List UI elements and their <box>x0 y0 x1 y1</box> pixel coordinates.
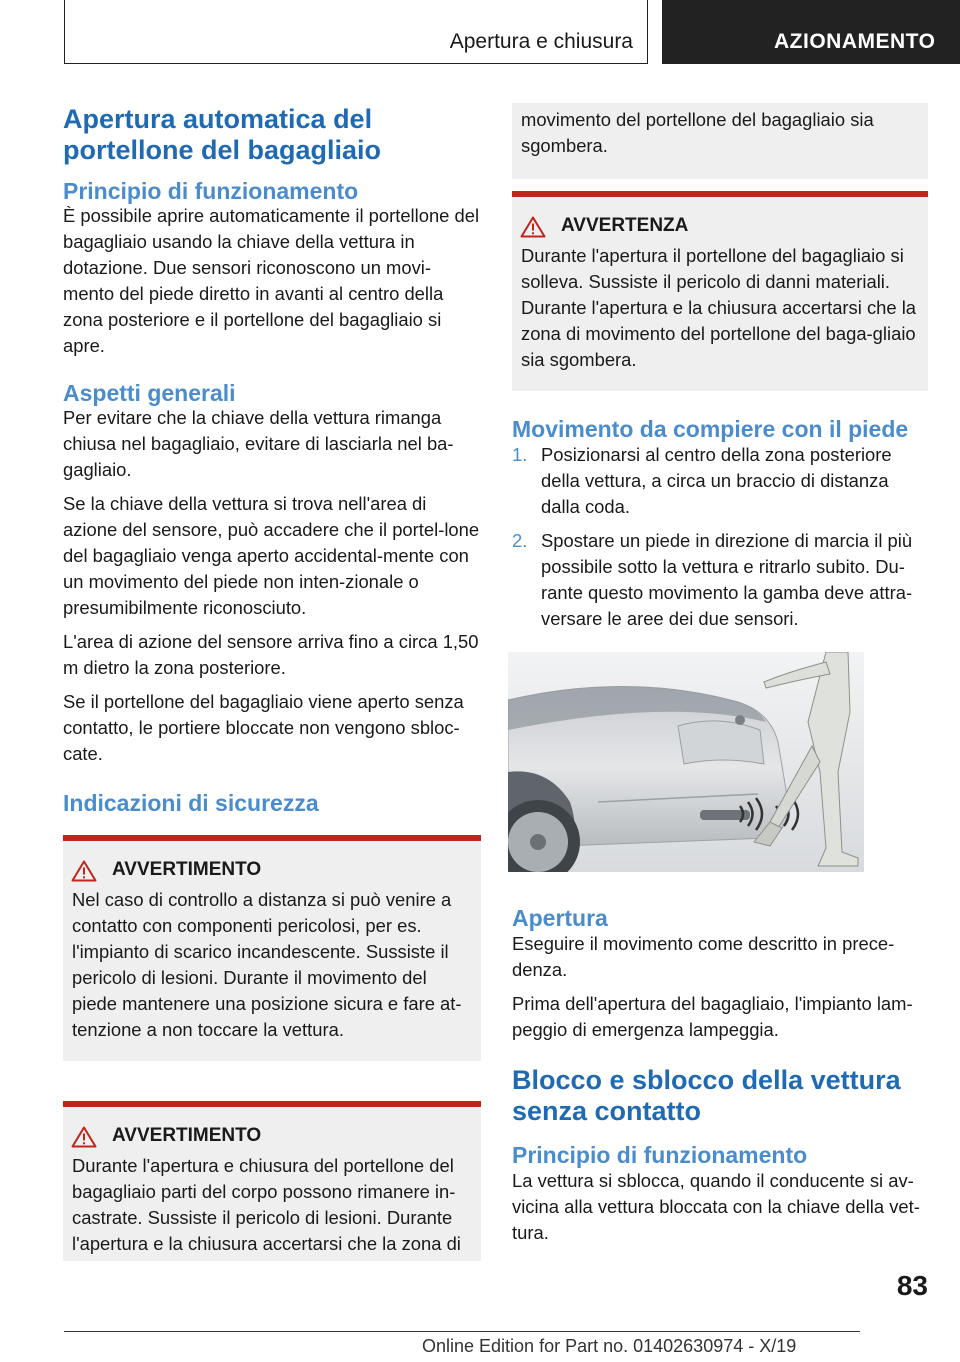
warning-2-title: AVVERTIMENTO <box>112 1125 262 1146</box>
general-paragraph-1: Per evitare che la chiave della vettura rimanga chiusa nel bagagliaio, evitare di lasciarla nel ba-gagliaio. <box>63 407 454 480</box>
warning-1-title: AVVERTIMENTO <box>112 859 262 880</box>
right-column <box>512 103 930 1246</box>
lock-principle-text: La vettura si sblocca, quando il conducente si av-vicina alla vettura bloccata con la chiave della vet-tura. <box>512 1170 920 1243</box>
warning-triangle-icon <box>520 216 546 238</box>
step-text: Posizionarsi al centro della zona posteriore della vettura, a circa un braccio di distanza dalla coda. <box>541 444 892 517</box>
foot-gesture-illustration <box>508 652 864 872</box>
footer-divider <box>64 1331 860 1332</box>
page-number: 83 <box>896 1270 928 1301</box>
general-paragraph-2: Se la chiave della vettura si trova nell'area di azione del sensore, può accadere che il portel-lone del bagagliaio venga aperto accidental-mente con un movimento del piede non inten-zionale o presumibilmente riconosciuto. <box>63 493 480 618</box>
header-frame <box>64 0 648 64</box>
page-title: Apertura automatica del portellone del bagagliaio <box>63 104 382 165</box>
warning-box-3 <box>512 191 928 391</box>
opening-paragraph-2: Prima dell'apertura del bagagliaio, l'impianto lam-peggio di emergenza lampeggia. <box>512 993 913 1040</box>
warning-1-text: Nel caso di controllo a distanza si può venire a contatto con componenti pericolosi, per es. l'impianto di scarico incandescente. Sussiste il pericolo di lesioni. Durante il movimento del piede mantenere una posizione sicura e fare at-tenzione a non toccare la vettura. <box>72 889 462 1040</box>
warning-triangle-icon <box>71 1126 97 1148</box>
principle-text: È possibile aprire automaticamente il portellone del bagagliaio usando la chiave della vettura in dotazione. Due sensori riconoscono un movi-mento del piede diretto in avanti al centro della zona posteriore e il portellone del bagagliaio si apre. <box>63 205 480 356</box>
warning-3-title: AVVERTENZA <box>561 215 689 236</box>
lock-unlock-title: Blocco e sblocco della vettura senza contatto <box>512 1065 901 1126</box>
principle-heading: Principio di funzionamento <box>63 178 359 204</box>
step-number: 2. <box>512 530 528 551</box>
opening-heading: Apertura <box>512 905 608 931</box>
step-number: 1. <box>512 444 528 465</box>
opening-paragraph-1: Eseguire il movimento come descritto in prece-denza. <box>512 933 895 980</box>
list-item <box>512 442 930 520</box>
warning-triangle-icon <box>71 860 97 882</box>
warning-box-2 <box>63 1101 481 1261</box>
header-section-title: Apertura e chiusura <box>449 30 633 53</box>
foot-movement-heading: Movimento da compiere con il piede <box>512 416 909 442</box>
step-text: Spostare un piede in direzione di marcia il più possibile sotto la vettura e ritrarlo subito. Du-rante questo movimento la gamba deve attra-versare le aree dei due sensori. <box>541 530 913 629</box>
car-rear-illustration <box>508 652 864 872</box>
header-chapter-tab[interactable]: AZIONAMENTO <box>662 0 960 64</box>
general-paragraph-3: L'area di azione del sensore arriva fino a circa 1,50 m dietro la zona posteriore. <box>63 631 479 678</box>
steps-list <box>512 442 930 632</box>
footer-edition-text: Online Edition for Part no. 01402630974 - X/19 <box>422 1336 797 1356</box>
warning-box-1 <box>63 835 481 1061</box>
lock-principle-heading: Principio di funzionamento <box>512 1142 808 1168</box>
list-item <box>512 528 930 632</box>
warning-2-text: Durante l'apertura e chiusura del portellone del bagagliaio parti del corpo possono rimanere in-castrate. Sussiste il pericolo di lesioni. Durante l'apertura e la chiusura accertarsi che la zona di <box>72 1155 461 1254</box>
general-heading: Aspetti generali <box>63 380 236 406</box>
general-paragraph-4: Se il portellone del bagagliaio viene aperto senza contatto, le portiere bloccate non vengono sbloc-cate. <box>63 691 464 764</box>
continued-warning-box <box>512 103 928 179</box>
warning-3-text: Durante l'apertura il portellone del bagagliaio si solleva. Sussiste il pericolo di danni materiali. Durante l'apertura e la chiusura accertarsi che la zona di movimento del portellone del baga-gliaio sia sgombera. <box>521 245 917 370</box>
left-column <box>63 100 481 1261</box>
safety-heading: Indicazioni di sicurezza <box>63 790 319 816</box>
continued-warning-text: movimento del portellone del bagagliaio sia sgombera. <box>521 109 874 156</box>
